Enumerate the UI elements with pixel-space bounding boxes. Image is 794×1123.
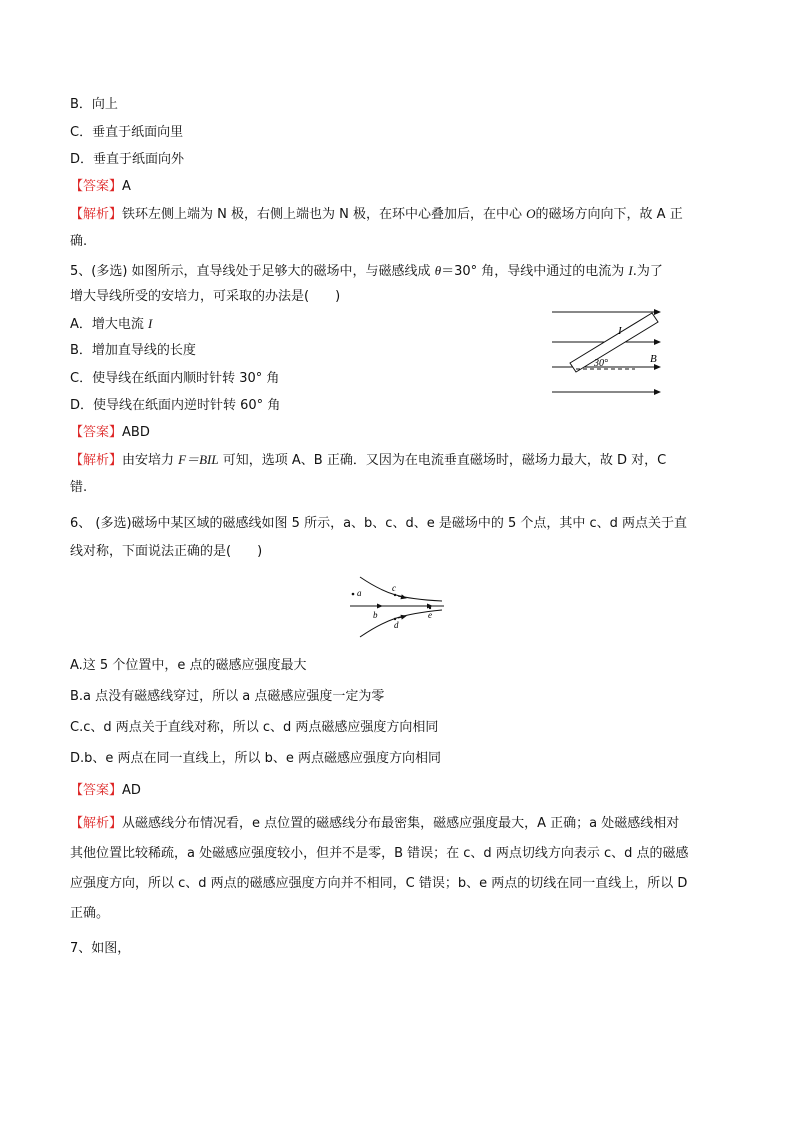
answer-value: ABD bbox=[122, 425, 150, 440]
point-a bbox=[352, 593, 355, 596]
q5-option-d: D．使导线在纸面内逆时针转 60° 角 bbox=[70, 398, 281, 413]
q4-answer bbox=[70, 178, 131, 196]
q6-analysis-line-2: 其他位置比较稀疏，a 处磁感应强度较小，但并不是零，B 错误；在 c、d 两点切线方向表示 c、d 点的磁感 bbox=[70, 846, 689, 861]
label-e: e bbox=[428, 610, 432, 620]
q5-answer bbox=[70, 424, 150, 442]
point-e bbox=[429, 607, 431, 609]
analysis-text: 由安培力 bbox=[122, 453, 179, 468]
analysis-text: 可知，选项 A、B 正确．又因为在电流垂直磁场时，磁场力最大，故 D 对，C bbox=[218, 453, 667, 468]
q4-analysis-line-2: 确. bbox=[70, 234, 88, 249]
analysis-text: 的磁场方向向下，故 A 正 bbox=[535, 207, 683, 222]
q6-stem-line-1: 6、 (多选)磁场中某区域的磁感线如图 5 所示，a、b、c、d、e 是磁场中的 5 个点，其中 c、d 两点关于直 bbox=[70, 516, 688, 531]
stem-text: .为了 bbox=[632, 264, 663, 279]
q5-option-a bbox=[70, 315, 152, 334]
analysis-tag: 【解析】 bbox=[70, 453, 123, 468]
label-field: B bbox=[650, 353, 657, 365]
q4-option-c: C．垂直于纸面向里 bbox=[70, 125, 184, 140]
q5-figure-wire-in-field bbox=[540, 300, 670, 400]
stem-text: ＝30° 角，导线中通过的电流为 bbox=[441, 264, 629, 279]
stem-text: 5、(多选) 如图所示，直导线处于足够大的磁场中，与磁感线成 bbox=[70, 264, 435, 279]
q6-option-b: B.a 点没有磁感线穿过，所以 a 点磁感应强度一定为零 bbox=[70, 689, 385, 704]
option-text: A．增大电流 bbox=[70, 317, 149, 332]
math-symbol: I bbox=[628, 263, 633, 278]
q6-figure-field-lines bbox=[340, 572, 450, 642]
label-d: d bbox=[394, 620, 399, 630]
q5-option-b: B．增加直导线的长度 bbox=[70, 343, 196, 358]
answer-tag: 【答案】 bbox=[70, 425, 123, 440]
q4-analysis-line-1 bbox=[70, 205, 683, 224]
q5-option-c: C．使导线在纸面内顺时针转 30° 角 bbox=[70, 371, 280, 386]
q5-analysis-line-2: 错. bbox=[70, 480, 88, 495]
label-c: c bbox=[392, 583, 396, 593]
answer-tag: 【答案】 bbox=[70, 783, 123, 798]
label-a: a bbox=[357, 588, 362, 598]
point-b bbox=[377, 605, 379, 607]
analysis-text: 从磁感线分布情况看，e 点位置的磁感线分布最密集，磁感应强度最大，A 正确；a 处磁感线相对 bbox=[122, 816, 680, 831]
upper-field-curve bbox=[360, 577, 442, 601]
math-symbol: θ bbox=[434, 263, 442, 278]
q6-stem-line-2: 线对称，下面说法正确的是( ) bbox=[70, 544, 263, 559]
q6-option-d: D.b、e 两点在同一直线上，所以 b、e 两点磁感应强度方向相同 bbox=[70, 751, 442, 766]
q6-option-a: A.这 5 个位置中，e 点的磁感应强度最大 bbox=[70, 658, 307, 673]
analysis-tag: 【解析】 bbox=[70, 816, 123, 831]
analysis-tag: 【解析】 bbox=[70, 207, 123, 222]
q6-analysis-line-4: 正确。 bbox=[70, 906, 110, 921]
q4-option-d: D．垂直于纸面向外 bbox=[70, 152, 185, 167]
label-current: I bbox=[618, 325, 622, 337]
answer-value: A bbox=[122, 179, 131, 194]
q7-stem: 7、如图， bbox=[70, 941, 131, 956]
point-c bbox=[394, 594, 396, 596]
q6-analysis-line-1 bbox=[70, 815, 679, 833]
formula: F＝BIL bbox=[178, 452, 219, 467]
q4-option-b: B．向上 bbox=[70, 97, 118, 112]
q5-stem-line-2: 增大导线所受的安培力，可采取的办法是( ) bbox=[70, 289, 341, 304]
answer-value: AD bbox=[122, 783, 141, 798]
analysis-text: 铁环左侧上端为 N 极，右侧上端也为 N 极，在环中心叠加后，在中心 bbox=[122, 207, 527, 222]
math-symbol: I bbox=[148, 316, 153, 331]
q6-analysis-line-3: 应强度方向，所以 c、d 两点的磁感应强度方向并不相同，C 错误；b、e 两点的切线在同一直线上，所以 D bbox=[70, 876, 688, 891]
q6-option-c: C.c、d 两点关于直线对称，所以 c、d 两点磁感应强度方向相同 bbox=[70, 720, 439, 735]
q5-stem-line-1 bbox=[70, 262, 663, 281]
label-angle: 30° bbox=[594, 358, 608, 369]
q6-answer bbox=[70, 782, 141, 800]
q5-analysis-line-1 bbox=[70, 451, 666, 470]
answer-tag: 【答案】 bbox=[70, 179, 123, 194]
math-symbol: O bbox=[526, 206, 536, 221]
label-b: b bbox=[373, 610, 378, 620]
